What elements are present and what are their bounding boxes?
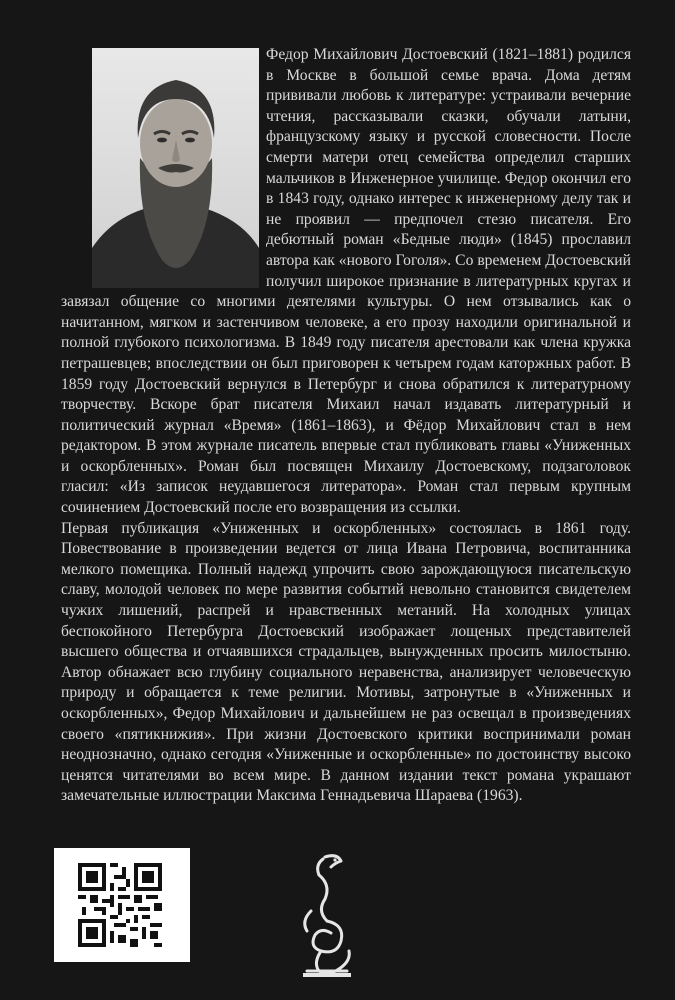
qr-code <box>54 848 190 962</box>
biography-paragraph: Федор Михайлович Достоевский (1821–1881) родился в Москве в большой семье врача. Дома детям прививали любовь к литературе: устраивали вечерние чтения, рассказывали сказки, обучали латыни, французскому языку и русской словесности. После смерти матери отец семейства определил старших мальчиков в Инженерное училище. Федор окончил его в 1843 году, однако интерес к инженерному делу так и не проявил — предпочел стезю писателя. Его дебютный роман «Бедные люди» (1845) прославил автора как «нового Гоголя». Со временем Достоевский получил широкое признание в литературных кругах и завязал общение со многими деятелями культуры. О нем отзывались как о начитанном, мягком и застенчивом человеке, а его прозу находили оригинальной и полной глубокого психологизма. В 1849 году писателя арестовали как члена кружка петрашевцев; впоследствии он был приговорен к четырем годам каторжных работ. В 1859 году Достоевский вернулся в Петербург и снова обратился к литературному творчеству. Вскоре брат писателя Михаил начал издавать литературный и политический журнал «Время» (1861–1863), и Фёдор Михайлович стал в нем редактором. В этом журнале писатель впервые стал публиковать главы «Униженных и оскорбленных». Роман был посвящен Михаилу Достоевскому, подзаголовок гласил: «Из записок неудавшегося литератора». Роман стал первым крупным сочинением Достоевский после его возвращения из ссылки. <box>61 46 631 517</box>
publisher-logo <box>297 851 357 981</box>
publisher-dragon-logo-icon <box>297 851 357 981</box>
qr-code-icon <box>78 863 162 947</box>
novel-paragraph: Первая публикация «Униженных и оскорбленных» состоялась в 1861 году. Повествование в произведении ведется от лица Ивана Петровича, воспитанника мелкого помещика. Полный надежд упрочить свою зарождающуюся писательскую славу, молодой человек по мере развития событий невольно становится свидетелем чужих лишений, распрей и нравственных метаний. На холодных улицах беспокойного Петербурга Достоевский изображает лощеных представителей высшего общества и отчаявшихся страдальцев, вынужденных просить милостыню. Автор обнажает всю глубину социального неравенства, анализирует человеческую природу и обращается к теме религии. Мотивы, затронутые в «Униженных и оскорбленных», Федор Михайлович и дальнейшем не раз освещал в произведениях своего «пятикнижия». При жизни Достоевского критики воспринимали роман неоднозначно, однако сегодня «Униженные и оскорбленные» по достоинству высоко ценятся читателями во всем мире. В данном издании текст романа украшают замечательные иллюстрации Максима Геннадьевича Шараева (1963). <box>61 519 631 805</box>
description-text <box>61 45 631 807</box>
portrait-spacer <box>61 45 266 291</box>
